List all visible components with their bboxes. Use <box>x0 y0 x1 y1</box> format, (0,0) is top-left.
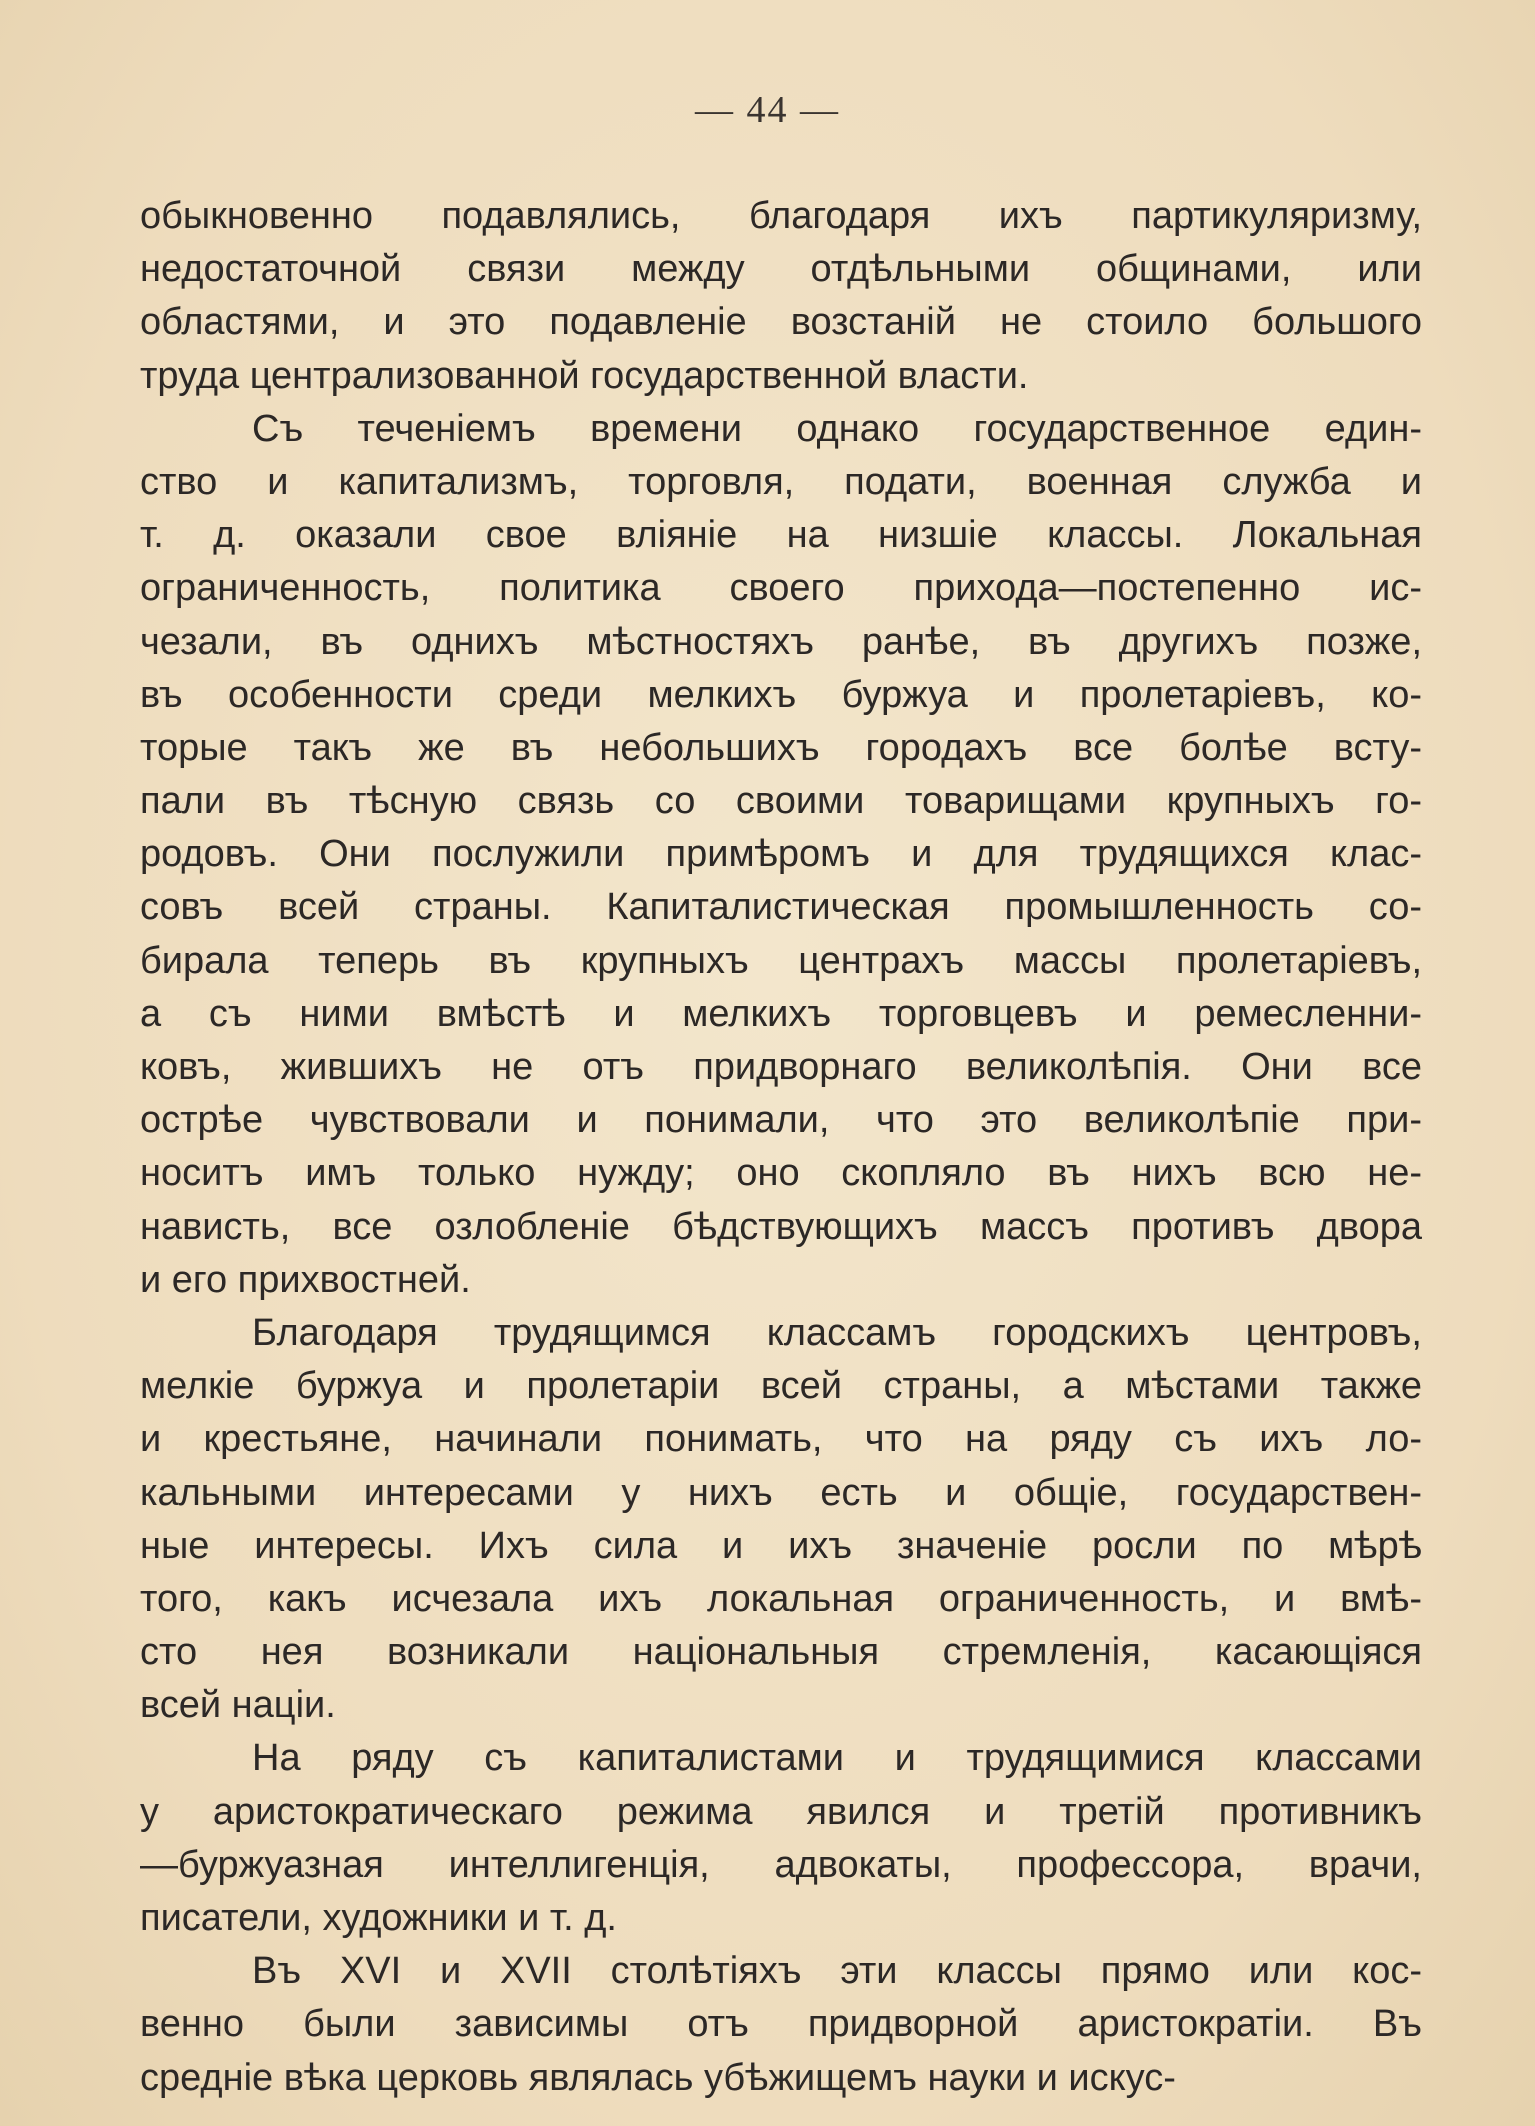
text-line: труда централизованной государственной власти. <box>140 354 1029 397</box>
text-line: въ особенности среди мелкихъ буржуа и пролетаріевъ, ко- <box>140 673 1422 716</box>
paragraph <box>140 1307 1422 1733</box>
text-line: обыкновенно подавлялись, благодаря ихъ партикуляризму, <box>140 195 1422 237</box>
text-line: пали въ тѣсную связь со своими товарищами крупныхъ го- <box>140 780 1422 823</box>
text-line: острѣе чувствовали и понимали, что это великолѣпіе при- <box>140 1099 1422 1142</box>
text-line: Съ теченіемъ времени однако государственное един- <box>252 407 1422 450</box>
text-line: ограниченность, политика своего прихода—постепенно ис- <box>140 567 1422 610</box>
text-line: —буржуазная интеллигенція, адвокаты, профессора, врачи, <box>140 1843 1422 1886</box>
text-line: торые такъ же въ небольшихъ городахъ все болѣе всту- <box>140 726 1422 769</box>
text-line: Благодаря трудящимся классамъ городскихъ центровъ, <box>252 1311 1422 1354</box>
text-line: писатели, художники и т. д. <box>140 1897 617 1939</box>
text-line: средніе вѣка церковь являлась убѣжищемъ науки и искус- <box>140 2056 1176 2099</box>
text-line: ные интересы. Ихъ сила и ихъ значеніе росли по мѣрѣ <box>140 1524 1422 1567</box>
page-number: — 44 — <box>695 89 840 131</box>
text-line: областями, и это подавленіе возстаній не стоило большого <box>140 301 1422 344</box>
paragraph <box>140 403 1422 1307</box>
text-line: На ряду съ капиталистами и трудящимися классами <box>252 1737 1422 1780</box>
text-line: и крестьяне, начинали понимать, что на ряду съ ихъ ло- <box>140 1418 1422 1461</box>
text-line: кальными интересами у нихъ есть и общіе, государствен- <box>140 1471 1422 1514</box>
text-line: и его прихвостней. <box>140 1258 471 1301</box>
text-line: сто нея возникали національныя стремленія, касающіяся <box>140 1631 1422 1674</box>
text-line: у аристократическаго режима явился и третій противникъ <box>140 1790 1422 1833</box>
text-line: родовъ. Они послужили примѣромъ и для трудящихся клас- <box>140 833 1422 876</box>
text-line: т. д. оказали свое вліяніе на низшіе классы. Локальная <box>140 514 1422 557</box>
paragraph <box>140 1945 1422 2105</box>
text-line: недостаточной связи между отдѣльными общинами, или <box>140 248 1422 291</box>
paragraph <box>140 1732 1422 1945</box>
text-line: венно были зависимы отъ придворной аристократіи. Въ <box>140 2003 1422 2046</box>
body-text <box>140 190 1422 2105</box>
text-line: совъ всей страны. Капиталистическая промышленность со- <box>140 886 1422 929</box>
text-line: Въ XVI и XVII столѣтіяхъ эти классы прямо или кос- <box>252 1950 1422 1993</box>
text-line: ковъ, жившихъ не отъ придворнаго великолѣпія. Они все <box>140 1046 1422 1088</box>
text-line: ство и капитализмъ, торговля, подати, военная служба и <box>140 460 1422 503</box>
text-line: мелкіе буржуа и пролетаріи всей страны, а мѣстами также <box>140 1365 1422 1408</box>
text-line: нависть, все озлобленіе бѣдствующихъ массъ противъ двора <box>140 1205 1422 1248</box>
paragraph <box>140 190 1422 403</box>
text-line: а съ ними вмѣстѣ и мелкихъ торговцевъ и ремесленни- <box>140 992 1422 1035</box>
text-line: бирала теперь въ крупныхъ центрахъ массы пролетаріевъ, <box>140 939 1422 982</box>
text-line: носитъ имъ только нужду; оно скопляло въ нихъ всю не- <box>140 1152 1422 1195</box>
text-line: чезали, въ однихъ мѣстностяхъ ранѣе, въ другихъ позже, <box>140 620 1422 663</box>
text-line: того, какъ исчезала ихъ локальная ограниченность, и вмѣ- <box>140 1577 1422 1620</box>
text-line: всей націи. <box>140 1684 336 1727</box>
